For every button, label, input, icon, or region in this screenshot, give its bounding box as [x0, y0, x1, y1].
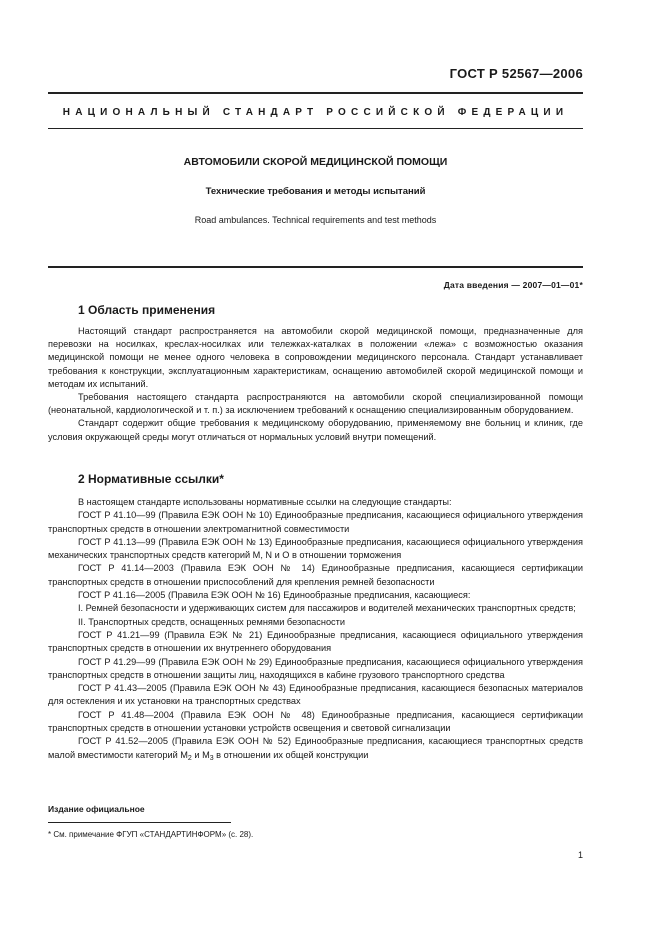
- document-title: АВТОМОБИЛИ СКОРОЙ МЕДИЦИНСКОЙ ПОМОЩИ: [183, 156, 448, 168]
- title-rule: [48, 266, 583, 268]
- document-title-english: Road ambulances. Technical requirements and test methods: [194, 215, 437, 225]
- section-1-heading: 1 Область применения: [78, 303, 216, 317]
- reference-item: ГОСТ Р 41.13—99 (Правила ЕЭК ООН № 13) Единообразные предписания, касающиеся официального утверждения механических транспортных средств категорий M, N и O в отношении торможения: [48, 536, 583, 561]
- header-rule-top: [48, 92, 583, 94]
- reference-text: в отношении их общей конструкции: [213, 749, 369, 760]
- document-number: ГОСТ Р 52567—2006: [449, 66, 583, 81]
- reference-text: ГОСТ Р 41.52—2005 (Правила ЕЭК ООН № 52) Единообразные предписания, касающиеся транспортных средств малой вместимости категорий M: [48, 736, 583, 760]
- subscript: 2: [187, 754, 192, 762]
- reference-item: ГОСТ Р 41.21—99 (Правила ЕЭК № 21) Единообразные предписания, касающиеся официального утверждения транспортных средств в отношении их внутреннего оборудования: [48, 629, 583, 654]
- footnote: * См. примечание ФГУП «СТАНДАРТИНФОРМ» (с. 28).: [48, 830, 254, 839]
- section-2-heading: 2 Нормативные ссылки*: [78, 472, 224, 486]
- reference-item: ГОСТ Р 41.43—2005 (Правила ЕЭК ООН № 43) Единообразные предписания, касающиеся безопасных материалов для остекления и их установки на транспортных средствах: [48, 683, 583, 707]
- section-2-body: [48, 496, 583, 762]
- section-1-body: [48, 325, 583, 444]
- header-rule-bottom: [48, 128, 583, 129]
- reference-item: ГОСТ Р 41.14—2003 (Правила ЕЭК ООН № 14) Единообразные предписания, касающиеся сертификации транспортных средств в отношении приспособлений для крепления ремней безопасности: [48, 563, 583, 587]
- paragraph: Настоящий стандарт распространяется на автомобили скорой медицинской помощи, предназначенные для перевозки на носилках, креслах-носилках или тележках-каталках в положении «лежа» с возможностью оказания медицинской помощи не менее одного человека в сопровождении медицинского персонала. Стандарт устанавливает требования к конструкции, эксплуатационным характеристикам, оснащению автомобилей скорой медицинской помощи и методам их испытаний.: [48, 326, 583, 389]
- reference-item: [48, 735, 583, 762]
- reference-item: ГОСТ Р 41.29—99 (Правила ЕЭК ООН № 29) Единообразные предписания, касающиеся официального утверждения транспортных средств в отношении защиты лиц, находящихся в кабине грузового транспортного средства: [48, 656, 583, 680]
- reference-item: ГОСТ Р 41.10—99 (Правила ЕЭК ООН № 10) Единообразные предписания, касающиеся официального утверждения транспортных средств в отношении электромагнитной совместимости: [48, 510, 583, 534]
- reference-item: ГОСТ Р 41.16—2005 (Правила ЕЭК ООН № 16) Единообразные предписания, касающиеся:: [78, 590, 471, 601]
- document-subtitle: Технические требования и методы испытаний: [205, 186, 426, 197]
- national-standard-header: НАЦИОНАЛЬНЫЙ СТАНДАРТ РОССИЙСКОЙ ФЕДЕРАЦИИ: [62, 107, 569, 118]
- reference-item: I. Ремней безопасности и удерживающих систем для пассажиров и водителей механических транспортных средств;: [78, 603, 576, 614]
- footnote-rule: [48, 822, 231, 823]
- reference-text: и M: [191, 749, 210, 760]
- paragraph: В настоящем стандарте использованы нормативные ссылки на следующие стандарты:: [78, 497, 452, 507]
- page-number: 1: [577, 850, 583, 860]
- reference-item: II. Транспортных средств, оснащенных ремнями безопасности: [78, 616, 345, 627]
- paragraph: Стандарт содержит общие требования к медицинскому оборудованию, применяемому вне больниц и клиник, где условия окружающей среды могут отличаться от нормальных условий внутри помещений.: [48, 418, 583, 442]
- reference-item: ГОСТ Р 41.48—2004 (Правила ЕЭК ООН № 48) Единообразные предписания, касающиеся сертификации транспортных средств в отношении установки устройств освещения и световой сигнализации: [48, 709, 583, 734]
- official-edition-label: Издание официальное: [48, 804, 145, 814]
- paragraph: Требования настоящего стандарта распространяются на автомобили скорой специализированной помощи (неонатальной, кардиологической и т. п.) за исключением требований к оснащению специализированным оборудованием.: [48, 392, 583, 416]
- introduction-date: Дата введения — 2007—01—01*: [443, 280, 583, 290]
- subscript: 3: [209, 754, 214, 762]
